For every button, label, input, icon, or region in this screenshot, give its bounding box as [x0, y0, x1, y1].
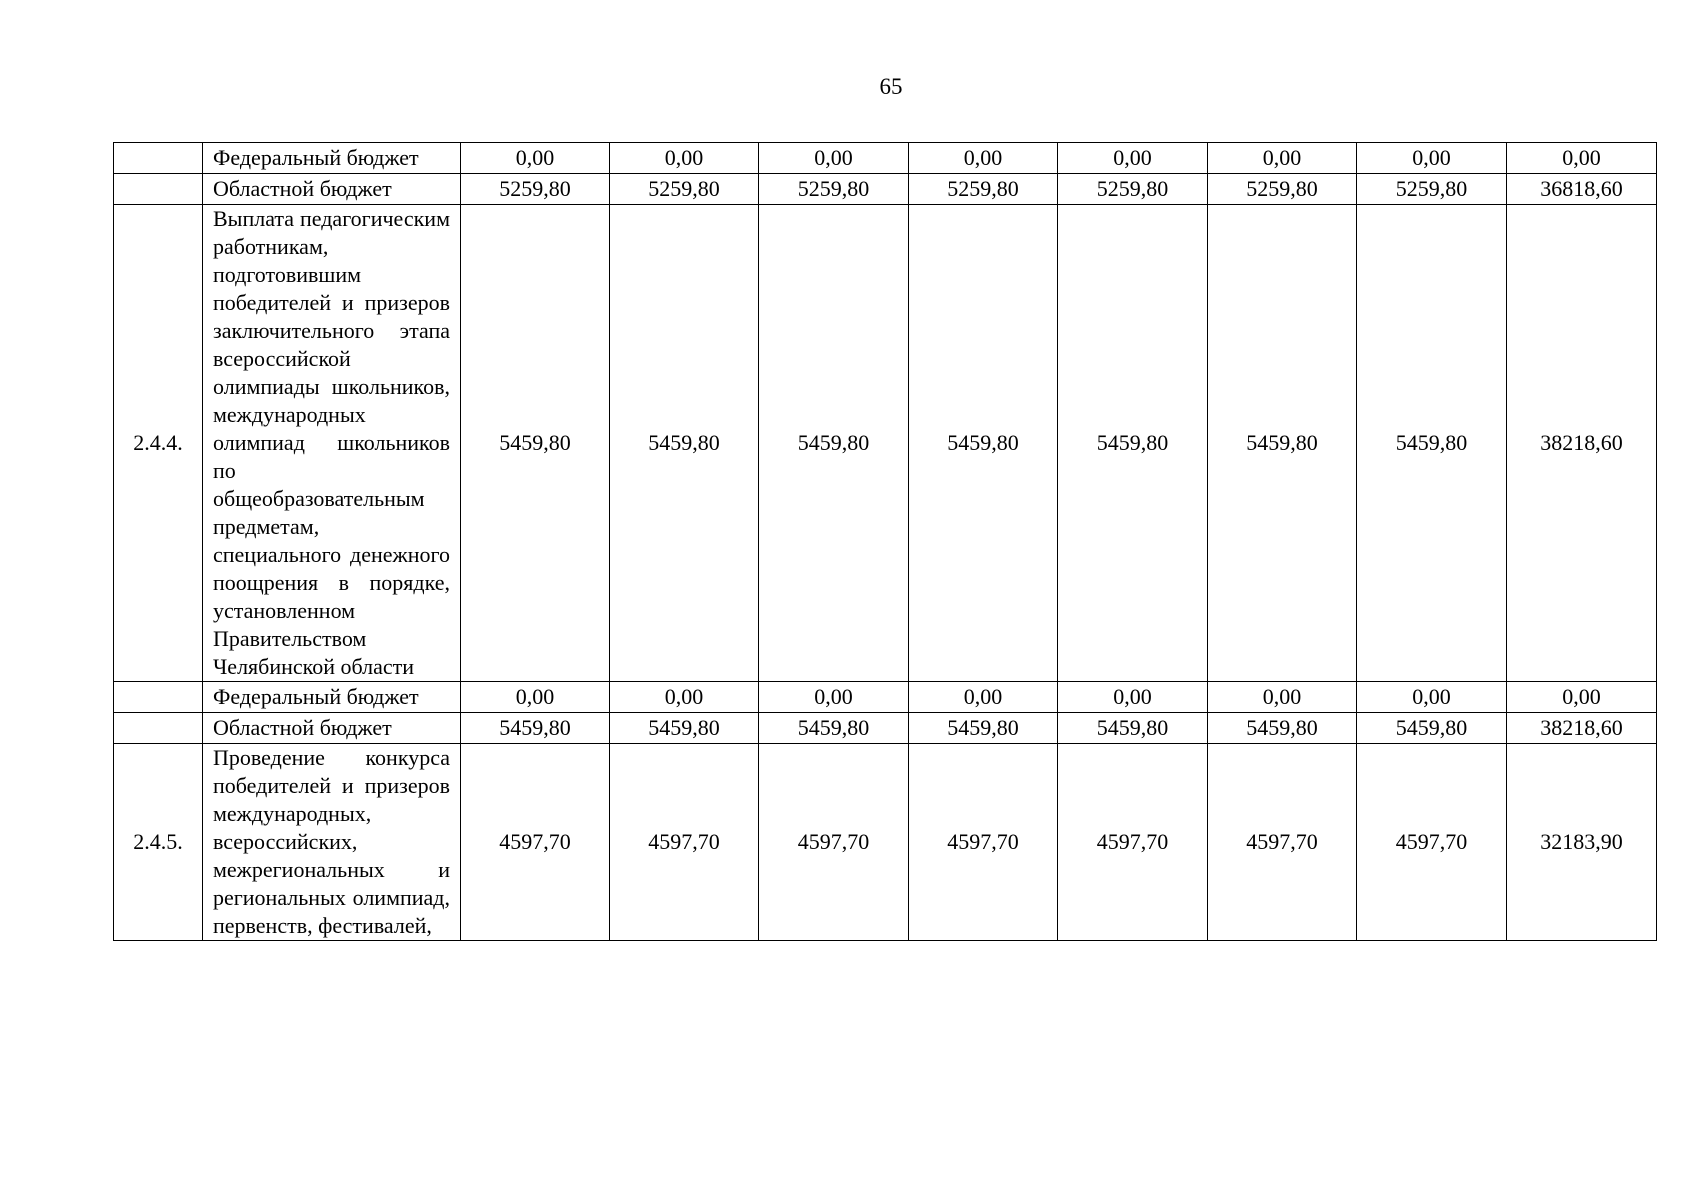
item-number: 2.4.5. — [114, 744, 203, 941]
value-cell: 5459,80 — [461, 713, 610, 744]
total-cell: 36818,60 — [1507, 174, 1657, 205]
item-number — [114, 174, 203, 205]
value-cell: 4597,70 — [610, 744, 759, 941]
value-cell: 5459,80 — [610, 713, 759, 744]
value-cell: 0,00 — [1357, 143, 1507, 174]
table-row — [114, 682, 1657, 713]
value-cell: 5259,80 — [1208, 174, 1357, 205]
value-cell: 0,00 — [1058, 682, 1208, 713]
value-cell: 5259,80 — [759, 174, 909, 205]
page-number: 65 — [879, 74, 903, 99]
value-cell: 5459,80 — [909, 205, 1058, 682]
value-cell: 5259,80 — [909, 174, 1058, 205]
value-cell: 5459,80 — [759, 205, 909, 682]
value-cell: 0,00 — [610, 143, 759, 174]
value-cell: 5459,80 — [759, 713, 909, 744]
value-cell: 0,00 — [461, 143, 610, 174]
value-cell: 4597,70 — [1058, 744, 1208, 941]
value-cell: 5459,80 — [1058, 205, 1208, 682]
value-cell: 0,00 — [610, 682, 759, 713]
item-description: Федеральный бюджет — [203, 143, 461, 174]
value-cell: 4597,70 — [909, 744, 1058, 941]
value-cell: 0,00 — [909, 143, 1058, 174]
item-description: Областной бюджет — [203, 174, 461, 205]
value-cell: 0,00 — [1208, 143, 1357, 174]
value-cell: 4597,70 — [461, 744, 610, 941]
value-cell: 5459,80 — [1357, 205, 1507, 682]
item-description: Федеральный бюджет — [203, 682, 461, 713]
value-cell: 5459,80 — [1058, 713, 1208, 744]
value-cell: 0,00 — [909, 682, 1058, 713]
table-row — [114, 744, 1657, 941]
item-description: Областной бюджет — [203, 713, 461, 744]
value-cell: 5259,80 — [1058, 174, 1208, 205]
total-cell: 0,00 — [1507, 682, 1657, 713]
item-description: Выплата педагогическим работникам, подготовившим победителей и призеров заключительного этапа всероссийской олимпиады школьников, международных олимпиад школьников по общеобразовательным предметам, специального денежного поощрения в порядке, установленном Правительством Челябинской области — [203, 205, 461, 682]
total-cell: 38218,60 — [1507, 205, 1657, 682]
table-row — [114, 205, 1657, 682]
table-row — [114, 713, 1657, 744]
value-cell: 0,00 — [461, 682, 610, 713]
value-cell: 4597,70 — [759, 744, 909, 941]
value-cell: 5459,80 — [909, 713, 1058, 744]
value-cell: 0,00 — [1058, 143, 1208, 174]
value-cell: 0,00 — [759, 682, 909, 713]
table-row — [114, 143, 1657, 174]
total-cell: 0,00 — [1507, 143, 1657, 174]
table-row — [114, 174, 1657, 205]
value-cell: 0,00 — [1357, 682, 1507, 713]
item-number — [114, 682, 203, 713]
value-cell: 5259,80 — [1357, 174, 1507, 205]
value-cell: 5259,80 — [461, 174, 610, 205]
value-cell: 0,00 — [1208, 682, 1357, 713]
value-cell: 0,00 — [759, 143, 909, 174]
value-cell: 5459,80 — [461, 205, 610, 682]
value-cell: 5459,80 — [1208, 713, 1357, 744]
total-cell: 32183,90 — [1507, 744, 1657, 941]
value-cell: 4597,70 — [1357, 744, 1507, 941]
item-number — [114, 713, 203, 744]
value-cell: 5459,80 — [610, 205, 759, 682]
budget-table — [113, 142, 1657, 941]
item-number — [114, 143, 203, 174]
value-cell: 5259,80 — [610, 174, 759, 205]
total-cell: 38218,60 — [1507, 713, 1657, 744]
item-number: 2.4.4. — [114, 205, 203, 682]
value-cell: 4597,70 — [1208, 744, 1357, 941]
value-cell: 5459,80 — [1357, 713, 1507, 744]
item-description: Проведение конкурса победителей и призеров международных, всероссийских, межрегиональных и региональных олимпиад, первенств, фестивалей, — [203, 744, 461, 941]
value-cell: 5459,80 — [1208, 205, 1357, 682]
